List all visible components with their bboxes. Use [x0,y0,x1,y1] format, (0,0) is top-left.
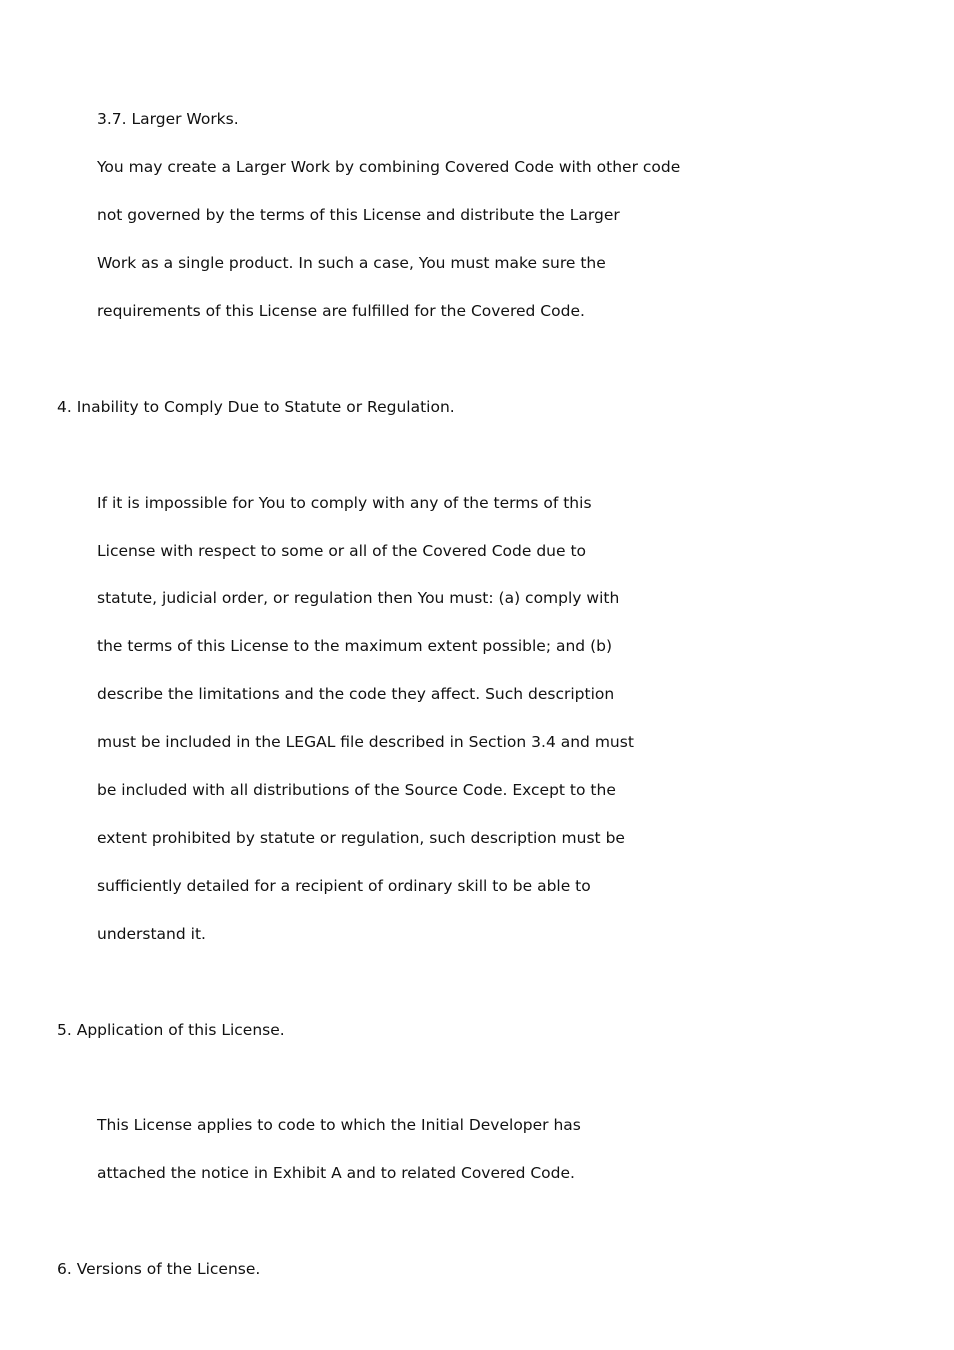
section-4-line: describe the limitations and the code they affect. Such description [97,685,615,703]
section-4-line: be included with all distributions of the Source Code. Except to the [97,781,616,799]
section-3-7-line: You may create a Larger Work by combining Covered Code with other code [97,158,681,176]
section-4-line: License with respect to some or all of the Covered Code due to [97,542,587,560]
section-4-line: extent prohibited by statute or regulation, such description must be [97,829,625,847]
section-6-heading: 6. Versions of the License. [57,1260,261,1278]
section-4-line: sufficiently detailed for a recipient of ordinary skill to be able to [97,877,591,895]
section-3-7-line: not governed by the terms of this License and distribute the Larger [97,206,620,224]
section-4-line: must be included in the LEGAL file described in Section 3.4 and must [97,733,634,751]
section-5-line: This License applies to code to which the Initial Developer has [97,1116,581,1134]
section-3-7-line: Work as a single product. In such a case, You must make sure the [97,254,606,272]
section-4-line: understand it. [97,925,206,943]
section-4-line: statute, judicial order, or regulation then You must: (a) comply with [97,589,620,607]
section-5-heading: 5. Application of this License. [57,1021,285,1039]
section-4-heading: 4. Inability to Comply Due to Statute or Regulation. [57,398,455,416]
section-3-7-line: requirements of this License are fulfilled for the Covered Code. [97,302,585,320]
section-4-line: If it is impossible for You to comply with any of the terms of this [97,494,592,512]
section-5-line: attached the notice in Exhibit A and to related Covered Code. [97,1164,575,1182]
section-3-7-heading: 3.7. Larger Works. [97,110,239,128]
section-4-line: the terms of this License to the maximum extent possible; and (b) [97,637,613,655]
